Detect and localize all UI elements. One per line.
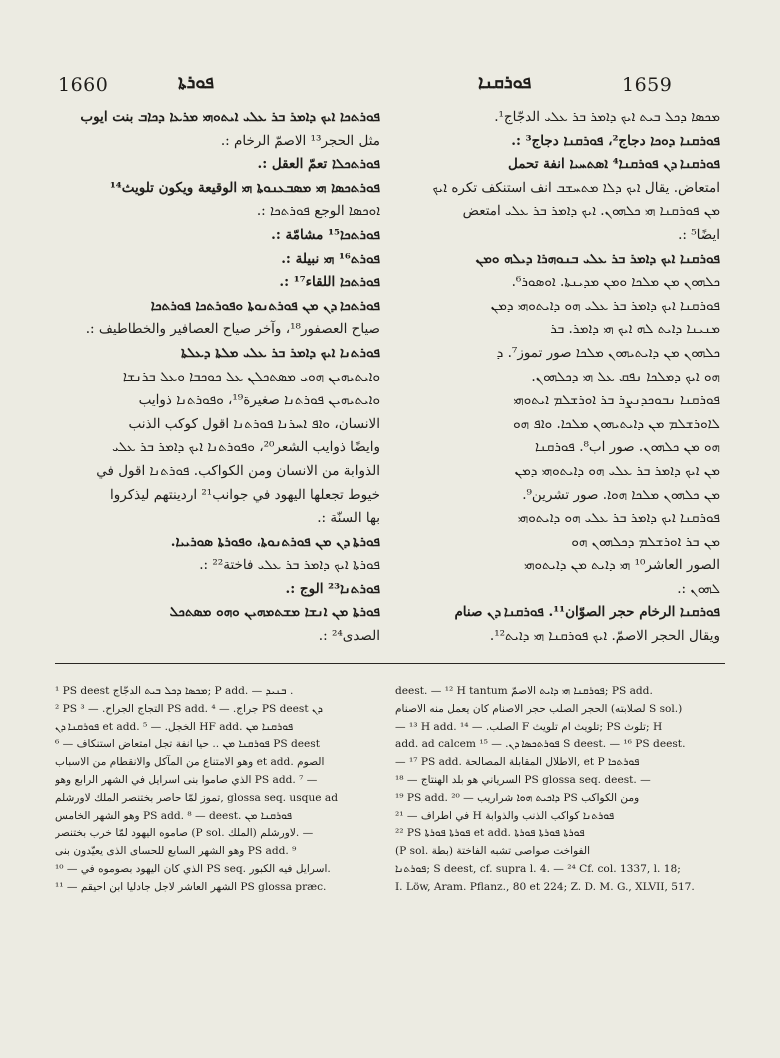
- entry-line: وايضًا ذوايب الشعر²⁰، ܘܦܘܪܬܢܐ ܐܝܟ ܕܐܡܪ ܒܪ ܥܠܝ: [112, 439, 380, 456]
- entry-line: ܦܘܪܬܐ ܡܢ ܐܢܫܐ ܡܫܬܡܗܝܢ ܘܗܘ ܡܣܬܟܠ: [169, 604, 380, 621]
- entry-line: صياح العصفور¹⁸، وآخر صياح العصافير والخطاطيف :.: [85, 321, 380, 338]
- footnote-line: (P sol. الفواخت صواصى تشبه الفاختة (بطة: [395, 845, 591, 858]
- entry-line: ܐܘܟܣܐ الوجع ܦܘܪܬܟܐ :.: [256, 203, 380, 220]
- entry-line: ܦܘܪܩܢܐ ܢܒܘܟܕܢܨܪ ܒܪ ܐܘܪܫܠܡ ܐܝܬܘܗܝ: [513, 392, 720, 409]
- entry-line: ܦܘܪܬܟܠܐ تعمّ العقل :.: [257, 156, 380, 173]
- entry-line: ܡܢ ܟܠܗܘܢ ܡܠܟܐ ܗܘܐ. صور تشرين⁹.: [522, 486, 720, 503]
- entry-line: الذوابة من الانسان ومن الكواكب. ܦܘܪܬܢܐ اقول في: [96, 462, 380, 479]
- entry-line: ايضًا⁵ :.: [678, 226, 720, 243]
- footnote-line: deest. — ¹² H tantum ܦܘܪܩܢܐ ܗܝ ܕܐܝܬ الاصمّ; PS add.: [395, 685, 653, 697]
- right-text-column: [395, 106, 720, 666]
- footnote-line: — ¹³ H add. الصلب. — ¹⁴ F تلويث ام تلويث; PS تلوث; H: [395, 720, 663, 733]
- left-page-number: 1660: [58, 74, 109, 96]
- footnote-line: صاموه اليهود لمّا خرب بختنصر (P sol. الملك) لاورشلم. —: [55, 827, 314, 840]
- footnote-line: وهو الامتناع من المآكل والانقطام من الاسباب et add. الصوم: [55, 756, 325, 769]
- entry-line: ܦܘܪܬܐ ܐܝܟ ܕܐܡܪ ܒܪ ܥܠܝ فاختة²² :.: [199, 557, 380, 574]
- entry-line: مثل الحجر¹³ الاصمّ الرخام :.: [220, 132, 380, 149]
- entry-line: بها السنّة :.: [317, 510, 380, 527]
- footnote-line: — ¹⁷ PS add. الاطلال المقابلة المصالحة, et P ܦܘܪܬܟܐ: [395, 756, 640, 769]
- footnote-line: وهو الشهر السابع للحساى الذى يعيّدون بنى PS add. ⁹: [55, 845, 297, 858]
- footnote-line: الشهر العاشر لاجل جادليا ابن احيقم — ¹¹ PS glossa præc.: [55, 880, 327, 893]
- entry-line: الصدى²⁴ :.: [318, 628, 380, 645]
- entry-line: ܡܟܣܐ ܕܟܠ ܒܝܬ ܐܝܟ ܕܐܡܪ ܒܪ ܥܠܝ الدجّاج¹.: [494, 109, 720, 125]
- right-footnotes: [395, 683, 723, 983]
- entry-line: ܘܐܝܬܝܗܝܢ ܗܘܝ ܡܣܬܟܠܢ ܥܠ ܟܘܟܒܐ ܘܥܠ ܒܪܢܫܐ: [122, 368, 380, 385]
- entry-line: ܦܘܪܩܢܐ الرخام حجر الصوّان¹¹. ܦܘܪܩܢܐ ܕܢ صنام: [454, 604, 720, 621]
- footnote-line: تموز لمّا حاصر بختنصر الملك لاورشلم, glossa seq. usque ad: [55, 791, 339, 804]
- footnote-line: السرياني هو بلد الهنتاج — ¹⁸ PS glossa seq. deest. —: [395, 773, 651, 786]
- entry-line: ܗܘ ܐܝܟ ܕܡܠܟܐ ܢܦܩ ܥܠ ܗܝ ܕܟܠܗܘܢ.: [531, 368, 720, 385]
- right-header-word: ܦܘܪܩܢܐ: [478, 72, 532, 93]
- footnote-line: ܦܘܪܬܢܐ; S deest, cf. supra l. 4. — ²⁴ Cf. col. 1337, l. 18;: [395, 862, 681, 875]
- footnote-line: ܦܘܪܩܢܐ ܡܢ .. حيا انفة تجل امتعاض استنكاف — ⁶ PS deest: [55, 738, 320, 751]
- entry-line: ܡܢ ܦܘܪܩܢܐ ܗܝ ܟܠܗܘܢ. ܐܝܟ ܕܐܡܪ ܒܪ ܥܠܝ امتعض: [462, 203, 720, 220]
- entry-line: الانسان، ܘܐܦ ܐܚܪܢܐ ܦܘܪܬܢܐ اقول كوكب الذنب: [128, 415, 380, 432]
- footnote-line: ܦܘܪܩܢܐ ܕܢ et add. الخجل. — ⁵ HF add. ܦܘܪܩܢܐ ܡܢ: [55, 720, 294, 733]
- footnote-line: ¹⁹ PS add. ܕܐܟܝܬ ܗܘܐ شراريب — ²⁰ PS ومن الكواكب: [395, 791, 640, 804]
- left-header-word: ܦܘܪܬܐ: [178, 72, 215, 93]
- entry-line: ܦܘܪܬܐ ܕܢ ܡܢ ܦܘܪܬܢܘܬܐ، ܘܦܘܪܬܐ ܣܘܪܝܝܐ.: [170, 533, 380, 550]
- entry-line: ܦܘܪܬܟܐ¹⁵ مشامّة :.: [271, 226, 380, 243]
- entry-line: ܡܢ ܐܝܟ ܕܐܡܪ ܒܪ ܥܠܝ ܗܘ ܕܐܝܬܘܗܝ ܕܡܢ: [514, 462, 720, 479]
- entry-line: الصور العاشر¹⁰ ܗܝ ܕܐܝܬ ܡܢ ܕܐܝܬܘܗܝ: [524, 557, 720, 574]
- left-text-column: [55, 106, 380, 666]
- entry-line: ويقال الحجر الاصمّ. ܐܝܟ ܦܘܪܩܢܐ ܗܝ ܕܐܝܬ¹².: [489, 628, 720, 645]
- entry-line: ܦܘܪܬܟܐ ܕܢ ܡܢ ܦܘܪܬܢܘܬܐ ܘܦܘܪܬܟܐ ܦܘܪܬܟܐ: [150, 297, 380, 314]
- footnote-line: ²² PS ܦܘܪܬܐ ܦܘܪܬܐ et add. ܦܘܪܬܐ ܦܘܪܬܐ ܦܘܪܬܐ: [395, 827, 585, 840]
- entry-line: ܦܘܪܬܟܣܐ ܗܝ ܡܣܒܥܢܘܬܐ ܗܝ الوقيعة ويكون تلويث¹⁴: [109, 179, 380, 196]
- entry-line: ܟܠܗܘܢ ܡܢ ܡܠܟܐ ܘܡܢ ܡܕܝܢܬܐ. ܐܘܣܘܪ⁶.: [511, 274, 720, 291]
- entry-line: ܠܐܘܪܫܠܡ ܡܢ ܕܐܝܬܝܗܘܢ ܡܠܟܐ. ܘܐܦ ܗܘ: [513, 415, 720, 432]
- footnote-divider: [55, 663, 725, 664]
- entry-line: ܦܘܪܩܢܐ ܐܝܟ ܕܐܡܪ ܒܪ ܥܠܝ ܗܘ ܕܐܝܬܘܗܝ ܕܡܢ: [490, 297, 720, 314]
- footnote-line: ¹ PS deest ܡܟܣܐ ܕܟܠ ܒܝܬ الدجّاج; P add. — ܒܢܝܕ .: [55, 685, 294, 697]
- entry-line: ܦܘܪܬ¹⁶ ܗܝ نبيلة :.: [281, 250, 380, 267]
- entry-line: ܦܘܪܩܢܐ ܕܘܟܐ دجاج²، ܦܘܪܩܢܐ دجاج³ :.: [511, 132, 720, 149]
- footnote-line: وهو الشهر الخامس PS add. ⁸ — deest. ܦܘܪܩܢܐ ܡܢ: [55, 809, 293, 822]
- entry-line: ܟܠܗܘܢ ܡܢ ܕܐܝܬܝܗܘܢ ܡܠܟܐ صور تموز⁷. ܕ: [496, 344, 720, 361]
- entry-line: ܦܘܪܬܟܐ ܐܝܟ ܕܐܡܪ ܒܪ ܥܠܝ ܐܝܬܘܗܝ ܡܪܥܐ ܕܟܐܒ بنت ايوب: [80, 109, 380, 125]
- entry-line: ܡܢ ܒܪ ܐܘܪܫܠܡ ܕܟܠܗܘܢ ܗܘ: [571, 533, 720, 550]
- footnote-line: الذي كان اليهود بصوموه في — ¹⁰ PS seq. اسرايل فيه الكبور.: [55, 862, 331, 875]
- entry-line: ܗܘ ܡܢ ܟܠܗܘܢ. صور اب⁸. ܦܘܪܩܢܐ: [534, 439, 720, 456]
- footnote-line: ² PS التجاج الجراح. — ³ PS add. جراج. — ⁴ PS deest ܕܢ: [55, 702, 322, 715]
- entry-line: ܦܘܪܩܢܐ ܐܝܟ ܕܐܡܪ ܒܪ ܥܠܝ ܒܢܘܗܪܐ ܕܝܠܗ ܘܡܢ: [475, 250, 720, 267]
- entry-line: ܦܘܪܬܢܐ ܐܝܟ ܕܐܡܪ ܒܪ ܥܠܝ ܡܠܬܐ ܕܥܠܬܐ: [180, 344, 380, 361]
- footnote-line: الذي صاموا بنى اسرايل في الشهر الرابع وهو PS add. ⁷ —: [55, 773, 318, 786]
- entry-line: ܡܢܝܢܐ ܕܐܝܬ ܠܗ ܐܝܟ ܗܝ ܕܐܡܪ. ܒܪ: [550, 321, 720, 338]
- entry-line: ܠܗܘܢ :.: [677, 580, 720, 597]
- entry-line: ܦܘܪܬܢܐ²³ الوج :.: [285, 580, 380, 597]
- footnote-line: الحجر الصلب حجر الاصنام كان يعمل منه الاصنام (لصلابته S sol.): [395, 702, 683, 715]
- entry-line: ܦܘܪܩܢܐ ܐܝܟ ܕܐܡܪ ܒܪ ܥܠܝ ܗܘ ܕܐܝܬܘܗܝ: [517, 510, 720, 527]
- entry-line: خيوط تجعلها اليهود في جوانب²¹ اردينتهم ليذكروا: [109, 486, 380, 503]
- footnote-line: I. Löw, Aram. Pflanz., 80 et 224; Z. D. M. G., XLVII, 517.: [395, 880, 695, 893]
- left-footnotes: [55, 683, 383, 983]
- entry-line: ܦܘܪܬܟܐ اللقاء¹⁷ :.: [279, 274, 380, 291]
- entry-line: ܘܐܝܬܝܗܝܢ ܦܘܪܬܢܐ صغيرة¹⁹، ܘܦܘܪܬܢܐ ذوايب: [138, 392, 380, 409]
- entry-line: ܦܘܪܩܢܐ ܕܢ ܦܘܪܩܢܐ⁴ ܐܣܬܚܝܐ انفة تحمل: [507, 156, 720, 173]
- footnote-line: add. ad calcem ܦܘܪܬܟܣܐ ܕܢ. — ¹⁵ S deest. — ¹⁶ PS deest.: [395, 738, 686, 751]
- footnote-line: في اطراف — ²¹ H ܦܘܪܬܢܐ كواكب الذنب والذوابة: [395, 809, 615, 822]
- entry-line: امتعاض. يقال ܐܝܟ ܕܠܐ ܡܬܚܫܒ انف استنكف تكره ܐܝܟ: [432, 179, 720, 196]
- right-page-number: 1659: [622, 74, 673, 96]
